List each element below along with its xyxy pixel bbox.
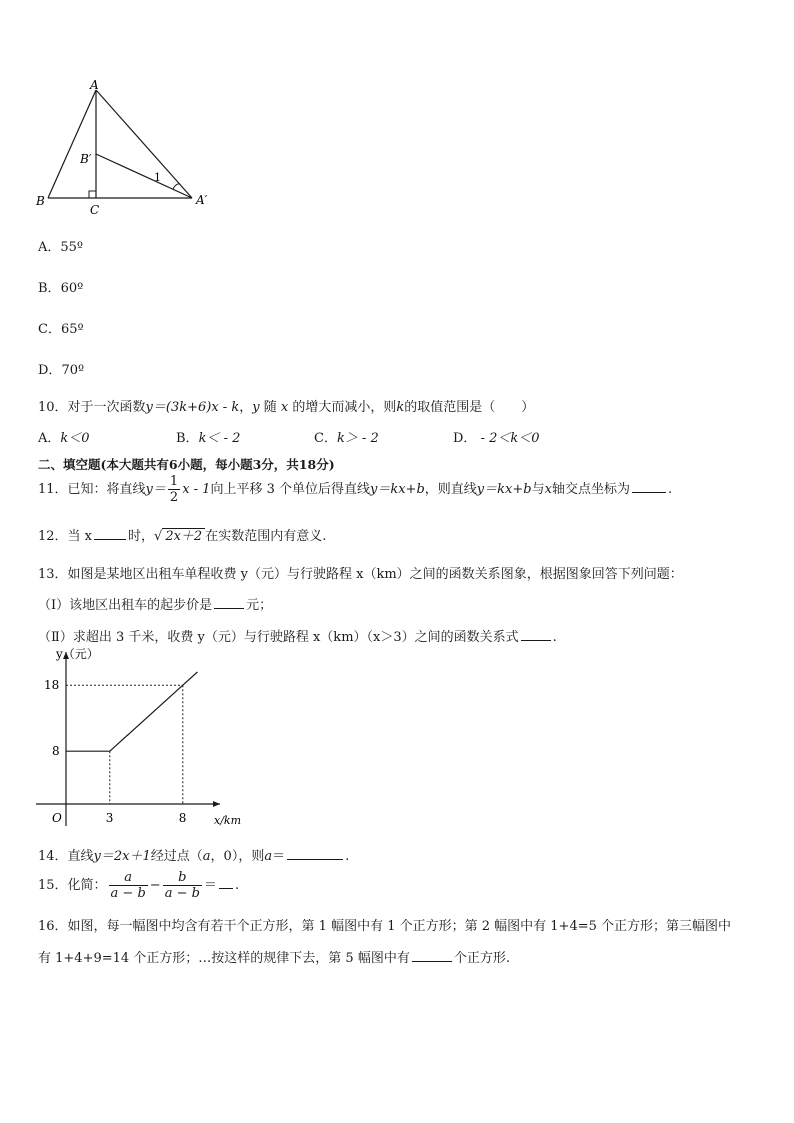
q10-option-a[interactable] — [38, 427, 90, 446]
right-angle-mark — [89, 191, 96, 198]
q13-line2-prefix: （Ⅰ）该地区出租车的起步价是 — [38, 598, 213, 613]
q13-line3-prefix: （Ⅱ）求超出 3 千米，收费 y（元）与行驶路程 x（km）（x＞3）之间的函数关系式 — [38, 630, 519, 645]
q15-prefix: 15．化简： — [38, 878, 107, 893]
q16-line2-suffix: 个正方形. — [453, 951, 510, 966]
label-b: B — [36, 194, 45, 208]
segment-ba — [48, 90, 96, 198]
q15-minus: − — [149, 878, 161, 893]
q11-text4: 与 — [531, 482, 545, 497]
option-value: k＜0 — [60, 431, 90, 446]
y-axis-label: y（元） — [56, 647, 99, 661]
label-c: C — [90, 203, 100, 217]
y-tick-label-18: 18 — [44, 678, 60, 693]
q16-answer-blank[interactable] — [412, 960, 452, 962]
label-a-prime: A′ — [196, 193, 208, 207]
option-value: k＞ - 2 — [336, 431, 379, 446]
segment-b-prime-a-prime — [96, 154, 192, 198]
q11-end: . — [667, 482, 673, 497]
q14-answer-blank[interactable] — [287, 858, 343, 860]
q12-sqrt-expr: 2x＋2 — [162, 528, 205, 545]
q14-text2: 经过点（ — [150, 849, 203, 864]
q16-line1: 16．如图，每一幅图中均含有若干个正方形，第 1 幅图中有 1 个正方形；第 2 幅图中有 1+4=5 个正方形；第三幅图中 — [38, 919, 732, 934]
angle-1-arc — [173, 184, 180, 189]
option-letter: A． — [38, 240, 61, 255]
q10-option-b[interactable] — [176, 427, 240, 446]
q15-fraction-2 — [163, 870, 202, 901]
q14-eq: y＝2x＋1 — [93, 849, 151, 864]
q11-x: x — [544, 482, 552, 497]
option-letter: C． — [38, 322, 61, 337]
q11-fraction — [168, 474, 180, 505]
q14-stem — [38, 845, 349, 864]
q10-option-d[interactable] — [453, 427, 540, 446]
q13-line2-suffix: 元； — [246, 598, 273, 613]
q10-text4: 的取值范围是（ ） — [404, 400, 535, 415]
option-value: k＜ - 2 — [198, 431, 241, 446]
fraction-numerator: b — [163, 870, 202, 886]
q12-stem — [38, 525, 326, 545]
option-letter: A． — [38, 431, 61, 446]
q15-fraction-1 — [109, 870, 148, 901]
option-value: 55º — [60, 240, 84, 255]
fare-line — [66, 672, 197, 751]
fraction-denominator: a − b — [110, 886, 146, 901]
q14-end: . — [345, 849, 350, 864]
option-value: - 2＜k＜0 — [476, 431, 540, 446]
q10-x: x — [280, 400, 289, 415]
q14-prefix: 14．直线 — [38, 849, 94, 864]
q13-blank-2[interactable] — [521, 639, 551, 641]
q10-func: y＝(3k+6)x - k — [145, 400, 240, 415]
label-angle-1: 1 — [154, 171, 161, 184]
q9-option-d[interactable] — [38, 359, 84, 378]
q10-option-c[interactable] — [314, 427, 379, 446]
q15-end: . — [234, 878, 240, 893]
q15-answer-blank[interactable] — [219, 887, 233, 889]
segment-aa-prime — [96, 90, 192, 198]
q9-option-b[interactable] — [38, 277, 83, 296]
q16-line2-prefix: 有 1+4+9=14 个正方形；…按这样的规律下去，第 5 幅图中有 — [38, 951, 410, 966]
fraction-numerator: a — [109, 870, 148, 886]
q11-line3: y＝kx+b — [476, 482, 532, 497]
option-letter: D． — [453, 431, 477, 446]
option-value: 65º — [60, 322, 84, 337]
fraction-denominator: 2 — [169, 490, 179, 505]
q15-stem — [38, 866, 239, 906]
label-a: A — [90, 80, 99, 92]
q11-text5: 轴交点坐标为 — [551, 482, 630, 497]
q14-a: a — [202, 849, 211, 864]
q14-text3: ，0），则 — [210, 849, 265, 864]
option-value: 60º — [60, 281, 84, 296]
q12-text3: 在实数范围内有意义. — [205, 529, 327, 544]
q13-line3-suffix: . — [552, 630, 557, 645]
option-letter: C． — [314, 431, 337, 446]
q10-stem — [38, 396, 534, 415]
q10-k: k — [396, 400, 405, 415]
section2-title: 二、填空题(本大题共有6小题，每小题3分，共18分) — [38, 457, 335, 472]
q14-text4: ＝ — [272, 849, 286, 864]
fraction-numerator: 1 — [169, 474, 179, 489]
q10-middle: ， — [239, 400, 253, 415]
q11-text2: 向上平移 3 个单位后得直线 — [210, 482, 370, 497]
q11-y-eq: y＝ — [145, 482, 166, 497]
origin-label: O — [52, 811, 62, 825]
q11-stem — [38, 473, 672, 507]
q11-after-frac: x - 1 — [182, 482, 211, 497]
q10-text3: 的增大而减小，则 — [288, 400, 397, 415]
q11-answer-blank[interactable] — [632, 491, 666, 493]
q11-text3: ，则直线 — [424, 482, 477, 497]
q12-text2: 时， — [128, 529, 155, 544]
y-tick-label-8: 8 — [52, 744, 60, 759]
q9-option-a[interactable] — [38, 236, 83, 255]
q14-a2: a — [264, 849, 273, 864]
q12-prefix: 12．当 x — [38, 529, 93, 544]
x-axis-arrow — [213, 801, 220, 807]
q16-line2 — [38, 947, 510, 966]
q9-triangle-figure — [30, 80, 230, 220]
q11-line2: y＝kx+b — [370, 482, 425, 497]
q9-option-c[interactable] — [38, 318, 84, 337]
x-tick-label-8: 8 — [178, 811, 187, 825]
q13-taxi-fare-chart — [30, 644, 250, 834]
q12-sqrt-sign: √ — [154, 529, 163, 544]
x-tick-label-3: 3 — [105, 811, 114, 825]
label-b-prime: B′ — [80, 152, 92, 166]
option-letter: B． — [176, 431, 199, 446]
q10-text2: 随 — [259, 400, 281, 415]
q10-prefix: 10．对于一次函数 — [38, 400, 146, 415]
option-value: 70º — [61, 363, 85, 378]
q10-y: y — [252, 400, 260, 415]
q13-line1: 13．如图是某地区出租车单程收费 y（元）与行驶路程 x（km）之间的函数关系图象，根据图象回答下列问题： — [38, 567, 683, 582]
q15-eq: ＝ — [203, 878, 217, 893]
q11-prefix: 11．已知：将直线 — [38, 482, 146, 497]
x-axis-label: x/km — [214, 814, 242, 827]
q13-line2 — [38, 594, 272, 613]
fraction-denominator: a − b — [164, 886, 200, 901]
q13-line3 — [38, 626, 557, 645]
option-letter: D． — [38, 363, 62, 378]
q13-blank-1[interactable] — [214, 607, 244, 609]
q12-answer-blank[interactable] — [94, 538, 126, 540]
option-letter: B． — [38, 281, 61, 296]
